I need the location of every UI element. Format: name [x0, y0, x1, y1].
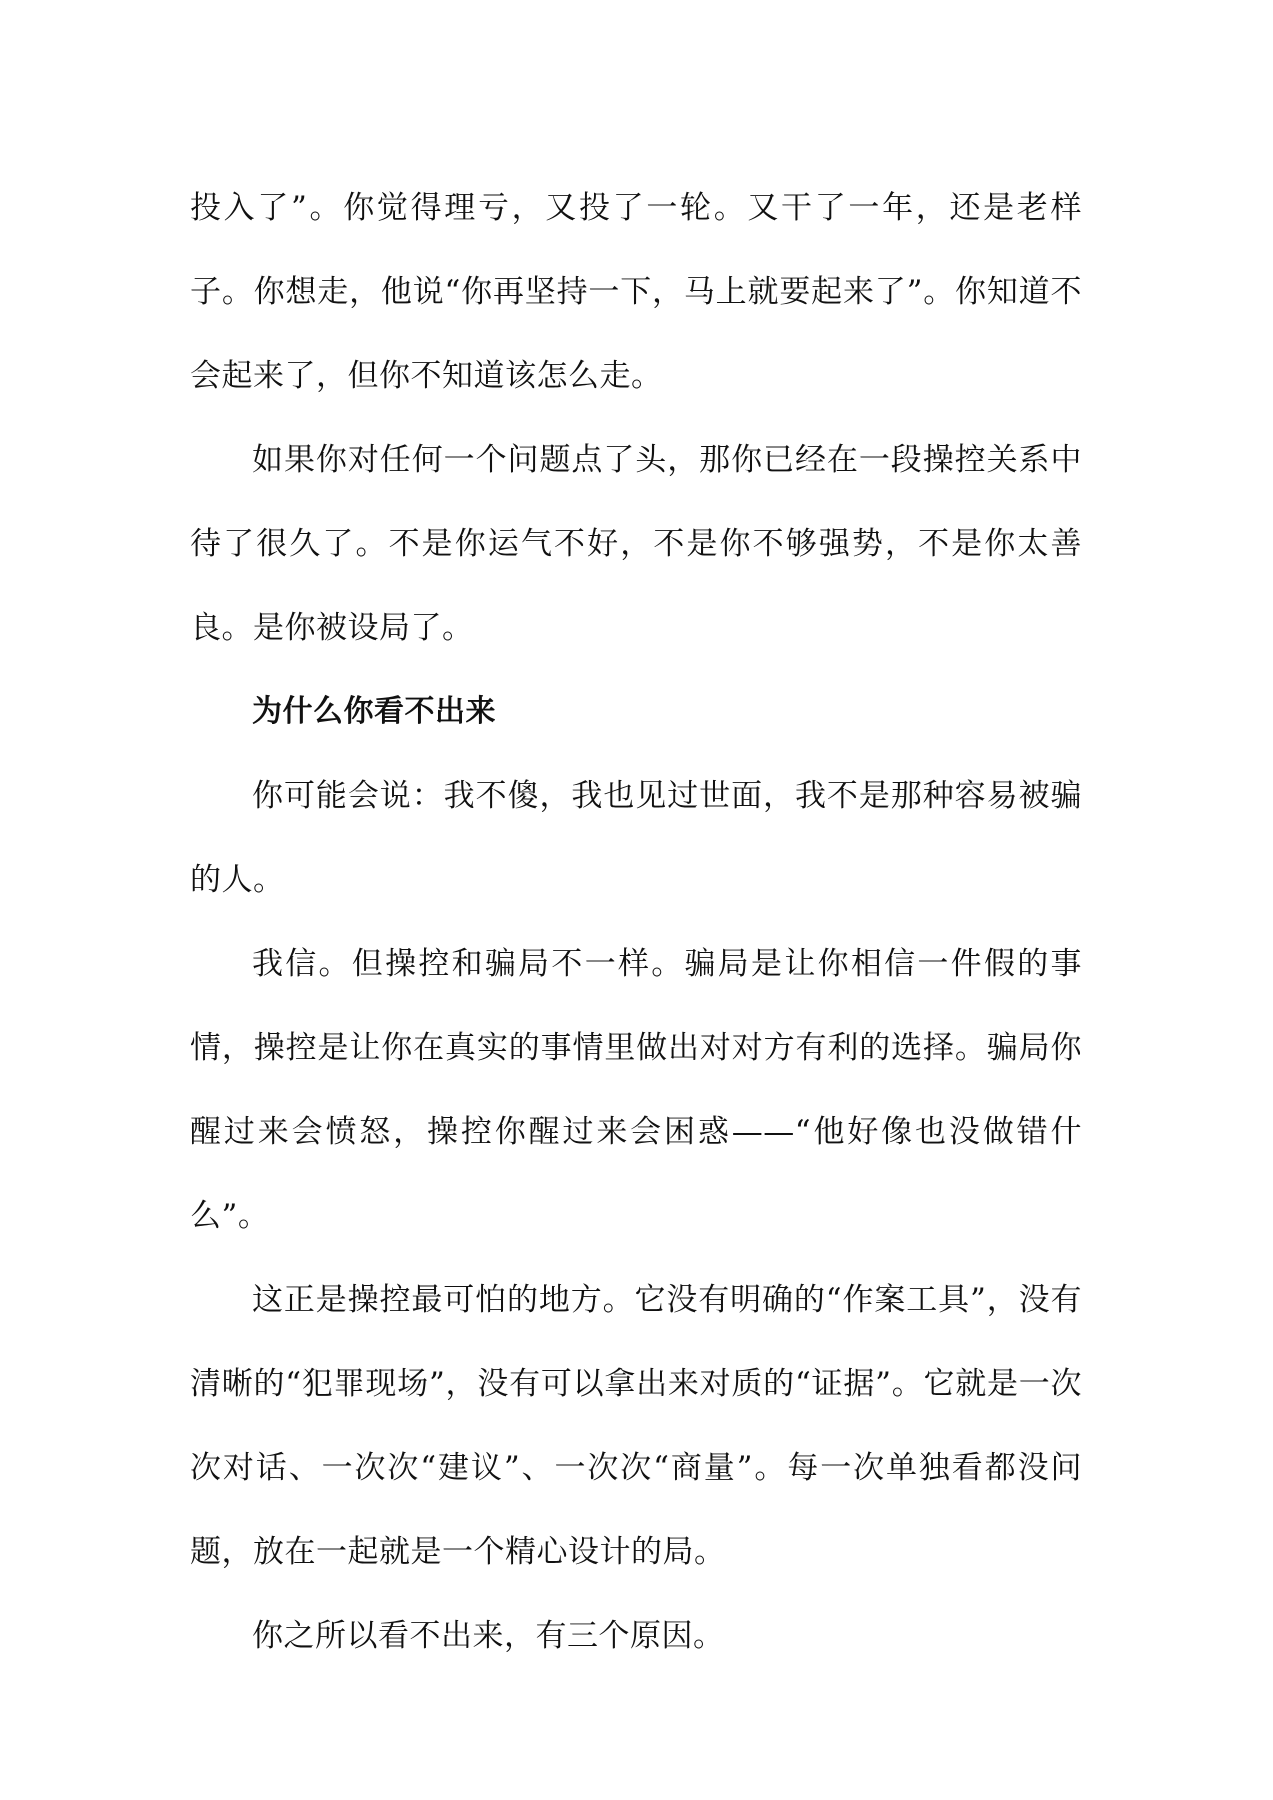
section-heading: 为什么你看不出来	[252, 694, 496, 729]
paragraph-continued: 投入了”。你觉得理亏，又投了一轮。又干了一年，还是老样子。你想走，他说“你再坚持一下，马上就要起来了”。你知道不会起来了，但你不知道该怎么走。	[190, 190, 1082, 394]
paragraph: 如果你对任何一个问题点了头，那你已经在一段操控关系中待了很久了。不是你运气不好，不是你不够强势，不是你太善良。是你被设局了。	[190, 442, 1082, 646]
body-text	[190, 166, 1082, 1678]
paragraph: 你之所以看不出来，有三个原因。	[252, 1618, 725, 1654]
paragraph: 我信。但操控和骗局不一样。骗局是让你相信一件假的事情，操控是让你在真实的事情里做出对对方有利的选择。骗局你醒过来会愤怒，操控你醒过来会困惑——“他好像也没做错什么”。	[190, 946, 1082, 1234]
paragraph: 你可能会说：我不傻，我也见过世面，我不是那种容易被骗的人。	[190, 778, 1082, 898]
paragraph: 这正是操控最可怕的地方。它没有明确的“作案工具”，没有清晰的“犯罪现场”，没有可以拿出来对质的“证据”。它就是一次次对话、一次次“建议”、一次次“商量”。每一次单独看都没问题，放在一起就是一个精心设计的局。	[190, 1282, 1082, 1570]
